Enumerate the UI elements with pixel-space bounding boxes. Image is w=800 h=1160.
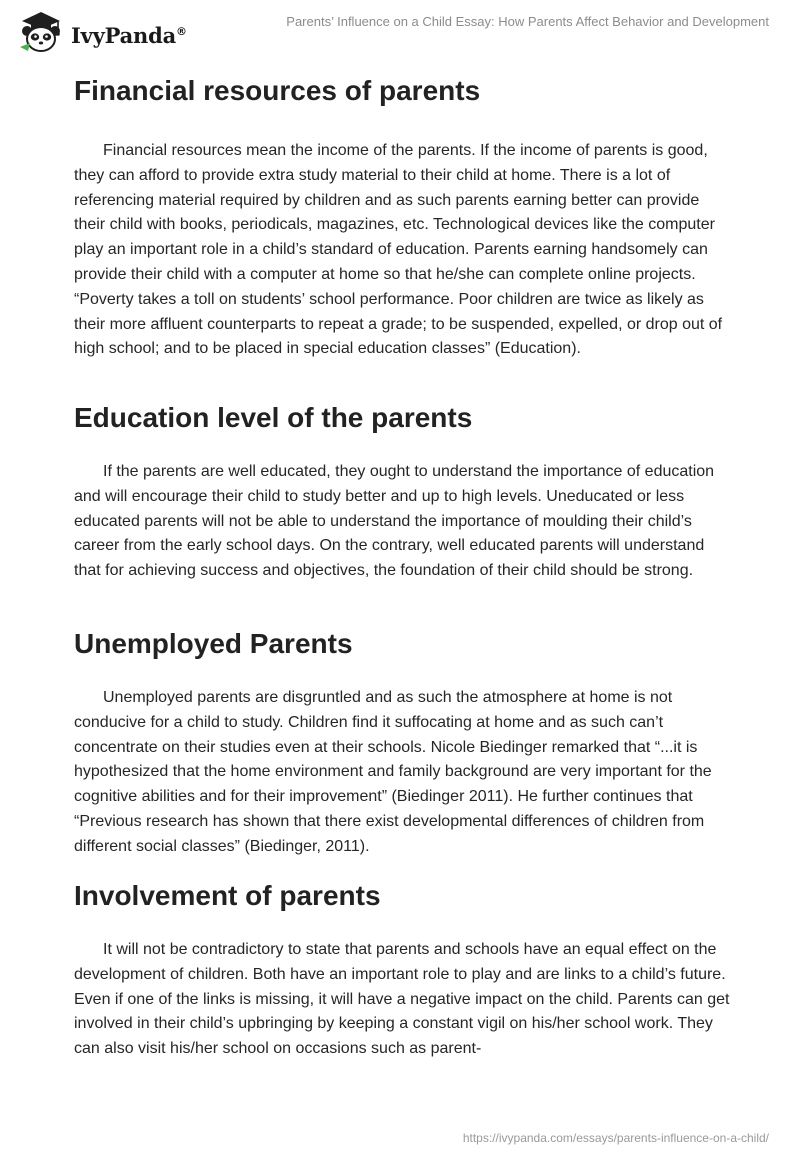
page-header [0, 0, 800, 60]
section-involvement-of-parents [74, 874, 734, 1062]
section-heading: Education level of the parents [74, 402, 473, 433]
section-paragraph: Unemployed parents are disgruntled and as such the atmosphere at home is not conducive for a child to study. Children find it suffocating at home and as such can’t concentrate on their studies even at their schools. Nicole Biedinger remarked that “...it is hypothesized that the home environment and family background are very important for the cognitive abilities and for their improvement” (Biedinger 2011). He further continues that “Previous research has shown that there exist developmental differences of children from different social classes” (Biedinger, 2011). [74, 689, 712, 855]
source-url[interactable]: https://ivypanda.com/essays/parents-influence-on-a-child/ [462, 1131, 769, 1145]
section-heading: Unemployed Parents [74, 628, 353, 659]
section-heading: Financial resources of parents [74, 75, 481, 106]
section-financial-resources [74, 69, 734, 362]
document-title: Parents’ Influence on a Child Essay: How Parents Affect Behavior and Development [286, 14, 769, 29]
section-unemployed-parents [74, 622, 734, 860]
section-paragraph: Financial resources mean the income of the parents. If the income of parents is good, they can afford to provide extra study material to their child at home. There is a lot of referencing material required by children and as such parents earning better can provide their child with books, periodicals, magazines, etc. Technological devices like the computer play an important role in a child’s standard of education. Parents earning handsomely can provide their child with a computer at home so that he/she can complete online projects. “Poverty takes a toll on students’ school performance. Poor children are twice as likely as their more affluent counterparts to repeat a grade; to be suspended, expelled, or drop out of high school; and to be placed in special education classes” (Education). [74, 142, 723, 358]
ivypanda-logo[interactable] [16, 9, 187, 55]
section-education-level [74, 396, 734, 584]
section-heading: Involvement of parents [74, 880, 381, 911]
panda-graduate-icon [16, 9, 66, 55]
section-paragraph: If the parents are well educated, they ought to understand the importance of education and will encourage their child to study better and up to high levels. Uneducated or less educated parents will not be able to understand the importance of moulding their child’s career from the early school days. On the contrary, well educated parents will understand that for achieving success and objectives, the foundation of their child should be strong. [74, 463, 715, 580]
brand-name: IvyPanda® [71, 22, 187, 48]
section-paragraph: It will not be contradictory to state that parents and schools have an equal effect on the development of children. Both have an important role to play and are links to a child’s future. Even if one of the links is missing, it will have a negative impact on the child. Parents can get involved in their child’s upbringing by keeping a constant vigil on his/her school work. They can also visit his/her school on occasions such as parent- [74, 941, 730, 1058]
